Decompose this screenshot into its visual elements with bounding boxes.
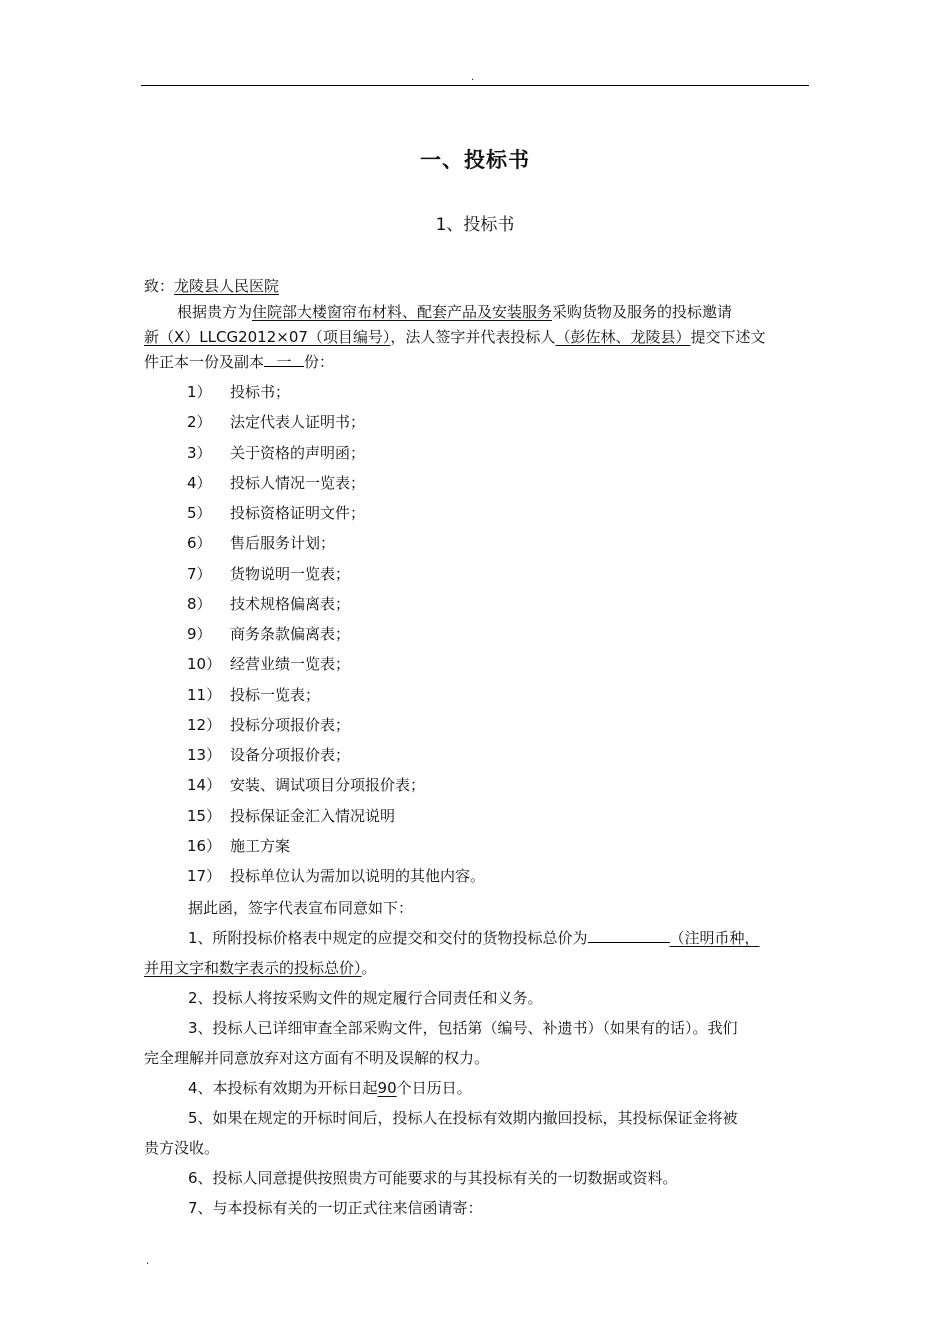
copies-lead: 件正本一份及副本 — [144, 353, 265, 371]
project-code: 新（X）LLCG2012×07（项目编号） — [144, 328, 391, 346]
list-item-text: 投标保证金汇入情况说明 — [230, 806, 396, 825]
project-name: 住院部大楼窗帘布材料、配套产品及安装服务 — [252, 303, 553, 321]
list-item — [187, 685, 320, 705]
list-item-text: 投标书； — [230, 383, 291, 401]
clause-4-lead: 4、本投标有效期为开标日起 — [188, 1079, 378, 1097]
copies-tail: 份： — [304, 353, 335, 371]
clause-1-note-2: 并用文字和数字表示的投标总价） — [144, 959, 362, 977]
list-item — [187, 473, 365, 493]
list-item — [187, 745, 350, 765]
clause-1-cont — [144, 958, 377, 978]
intro-lead: 根据贵方为 — [177, 303, 253, 321]
clause-1 — [188, 928, 760, 948]
list-item-text: 经营业绩一览表； — [230, 655, 351, 674]
bidder-name: （彭佐林、龙陵县） — [555, 328, 691, 346]
clause-1-end: 。 — [361, 959, 377, 977]
validity-days: 90 — [377, 1079, 397, 1097]
list-item-number: 7） — [187, 564, 212, 583]
list-item-number: 8） — [187, 594, 212, 613]
list-item — [187, 443, 365, 463]
list-item-number: 10） — [187, 655, 222, 674]
recipient-line — [144, 276, 279, 296]
clause-2: 2、投标人将按采购文件的规定履行合同责任和义务。 — [188, 989, 543, 1007]
page-title: 一、投标书 — [420, 148, 530, 172]
list-item-number: 15） — [187, 806, 222, 825]
list-item-number: 9） — [187, 625, 212, 643]
intro-mid: ，法人签字并代表投标人 — [390, 328, 556, 346]
header-rule — [141, 85, 809, 86]
list-item-number: 5） — [187, 504, 212, 522]
list-item-text: 投标人情况一览表； — [230, 473, 366, 492]
total-price-blank — [588, 928, 670, 943]
list-item-number: 2） — [187, 413, 212, 432]
list-item-text: 施工方案 — [230, 836, 291, 855]
list-item-number: 4） — [187, 473, 212, 492]
list-item — [187, 806, 395, 826]
list-item-text: 投标一览表； — [230, 685, 321, 704]
list-item-text: 法定代表人证明书； — [230, 413, 366, 432]
clause-3: 3、投标人已详细审查全部采购文件，包括第（编号、补遗书）（如果有的话）。我们 — [188, 1019, 738, 1037]
list-item — [187, 564, 350, 584]
clause-7: 7、与本投标有关的一切正式往来信函请寄： — [188, 1199, 483, 1217]
list-item-text: 技术规格偏离表； — [230, 594, 351, 613]
clause-1-note: （注明币种， — [669, 929, 760, 947]
list-item-text: 商务条款偏离表； — [230, 625, 351, 643]
list-item — [187, 503, 365, 523]
footer-mark: . — [146, 1256, 150, 1267]
list-item-number: 14） — [187, 776, 222, 795]
recipient-prefix: 致： — [144, 277, 175, 295]
list-item-text: 货物说明一览表； — [230, 564, 351, 583]
list-item-text: 投标单位认为需加以说明的其他内容。 — [230, 867, 486, 885]
clause-3-cont: 完全理解并同意放弃对这方面有不明及误解的权力。 — [144, 1049, 490, 1067]
list-item — [187, 654, 350, 674]
clause-4 — [188, 1078, 472, 1098]
list-item-number: 12） — [187, 715, 222, 734]
list-item-text: 投标分项报价表； — [230, 715, 351, 734]
declaration-lead: 据此函，签字代表宣布同意如下： — [188, 899, 414, 917]
intro-line-2 — [144, 327, 765, 347]
list-item-number: 1） — [187, 383, 212, 401]
list-item — [187, 836, 290, 856]
clause-5-cont: 贵方没收。 — [144, 1139, 220, 1157]
clause-5: 5、如果在规定的开标时间后，投标人在投标有效期内撤回投标，其投标保证金将被 — [188, 1109, 738, 1127]
header-mark: . — [471, 72, 475, 83]
list-item — [187, 775, 425, 795]
list-item — [187, 866, 485, 886]
intro-tail-2: 提交下述文 — [690, 328, 766, 346]
intro-line-1 — [177, 302, 732, 322]
list-item — [187, 594, 350, 614]
list-item-text: 设备分项报价表； — [230, 746, 351, 764]
list-item-text: 售后服务计划； — [230, 534, 336, 553]
list-item-text: 关于资格的声明函； — [230, 443, 366, 462]
intro-line-3 — [144, 352, 334, 372]
list-item-number: 3） — [187, 443, 212, 462]
list-item-number: 13） — [187, 746, 222, 764]
list-item — [187, 624, 350, 644]
clause-4-tail: 个日历日。 — [396, 1079, 472, 1097]
clause-1-text: 1、所附投标价格表中规定的应提交和交付的货物投标总价为 — [188, 929, 588, 947]
recipient-name: 龙陵县人民医院 — [174, 277, 280, 295]
list-item — [187, 533, 335, 553]
list-item-number: 16） — [187, 836, 222, 855]
list-item-number: 17） — [187, 867, 222, 885]
intro-tail: 采购货物及服务的投标邀请 — [552, 303, 733, 321]
list-item — [187, 715, 350, 735]
list-item-number: 11） — [187, 685, 222, 704]
list-item — [187, 382, 290, 402]
clause-6: 6、投标人同意提供按照贵方可能要求的与其投标有关的一切数据或资料。 — [188, 1169, 678, 1187]
section-title: 1、投标书 — [435, 215, 515, 235]
copies-count: 一 — [264, 352, 304, 367]
list-item-text: 投标资格证明文件； — [230, 504, 366, 522]
list-item — [187, 412, 365, 432]
list-item-text: 安装、调试项目分项报价表； — [230, 776, 426, 795]
list-item-number: 6） — [187, 534, 212, 553]
